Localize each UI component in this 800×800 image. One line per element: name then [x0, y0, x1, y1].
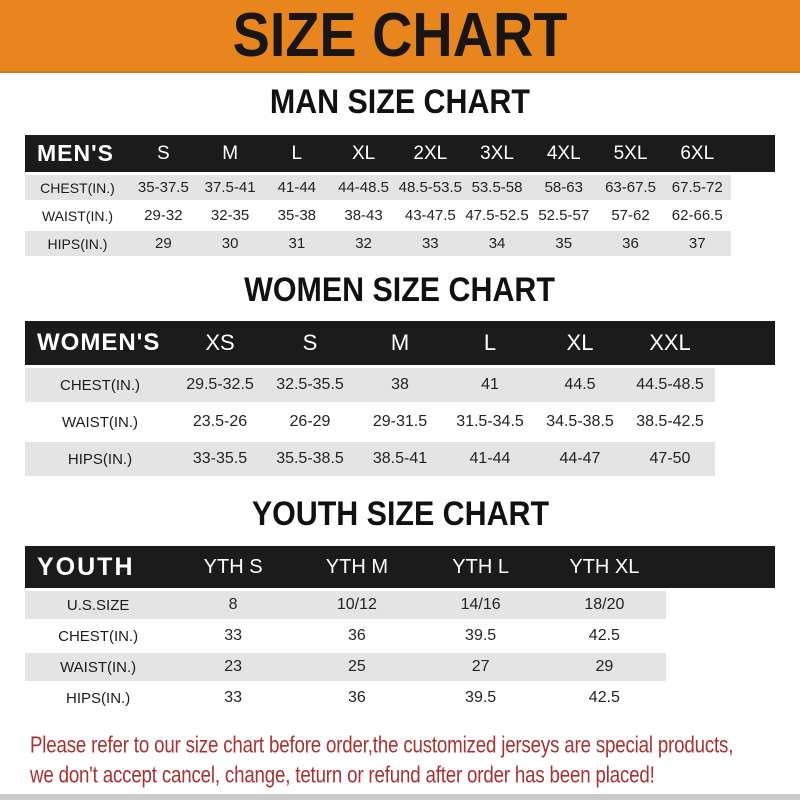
row-label: WAIST(IN.)	[25, 203, 130, 228]
size-cell: 34.5-38.5	[535, 405, 625, 439]
size-cell: 48.5-53.5	[397, 175, 464, 200]
group-label: MEN'S	[25, 135, 130, 172]
table-row	[25, 368, 775, 402]
table-row	[25, 653, 775, 681]
size-cell: 44.5-48.5	[625, 368, 715, 402]
column-header: 3XL	[464, 135, 531, 172]
size-cell: 44.5	[535, 368, 625, 402]
size-cell: 33	[171, 684, 295, 712]
women-section-heading: WOMEN SIZE CHART	[244, 269, 556, 309]
size-cell: 32.5-35.5	[265, 368, 355, 402]
size-cell: 35-38	[263, 203, 330, 228]
men-size-table	[25, 132, 775, 259]
size-cell: 32	[330, 231, 397, 256]
column-header: M	[197, 135, 264, 172]
size-cell: 57-62	[597, 203, 664, 228]
size-cell: 33-35.5	[175, 442, 265, 476]
size-cell: 31.5-34.5	[445, 405, 535, 439]
column-header: YTH L	[419, 546, 543, 588]
row-label: WAIST(IN.)	[25, 653, 171, 681]
size-cell: 26-29	[265, 405, 355, 439]
section-women	[0, 271, 800, 479]
filler-cell	[731, 231, 775, 256]
size-cell: 63-67.5	[597, 175, 664, 200]
row-label: U.S.SIZE	[25, 591, 171, 619]
column-header: XL	[330, 135, 397, 172]
size-cell: 8	[171, 591, 295, 619]
table-row	[25, 405, 775, 439]
youth-size-table	[25, 543, 775, 715]
size-cell: 38-43	[330, 203, 397, 228]
size-cell: 47-50	[625, 442, 715, 476]
size-cell: 31	[263, 231, 330, 256]
column-header: YTH XL	[543, 546, 667, 588]
table-row	[25, 175, 775, 200]
size-cell: 58-63	[530, 175, 597, 200]
section-youth	[0, 495, 800, 715]
column-header: M	[355, 321, 445, 365]
size-cell: 62-66.5	[664, 203, 731, 228]
filler-cell	[715, 368, 775, 402]
size-cell: 23	[171, 653, 295, 681]
size-cell: 14/16	[419, 591, 543, 619]
size-cell: 30	[197, 231, 264, 256]
column-header: L	[263, 135, 330, 172]
banner-title: SIZE CHART	[232, 0, 568, 70]
group-label: YOUTH	[25, 546, 171, 588]
footer-line-2: we don't accept cancel, change, teturn or refund after order has been placed!	[30, 761, 655, 788]
row-label: CHEST(IN.)	[25, 175, 130, 200]
size-cell: 37	[664, 231, 731, 256]
size-cell: 47.5-52.5	[464, 203, 531, 228]
column-header: 5XL	[597, 135, 664, 172]
size-cell: 39.5	[419, 684, 543, 712]
table-row	[25, 591, 775, 619]
size-cell: 32-35	[197, 203, 264, 228]
size-cell: 29-32	[130, 203, 197, 228]
column-header: S	[265, 321, 355, 365]
size-cell: 25	[295, 653, 419, 681]
size-cell: 67.5-72	[664, 175, 731, 200]
size-cell: 33	[397, 231, 464, 256]
size-cell: 43-47.5	[397, 203, 464, 228]
filler-cell	[715, 321, 775, 365]
size-cell: 29	[130, 231, 197, 256]
size-cell: 35-37.5	[130, 175, 197, 200]
column-header: 4XL	[530, 135, 597, 172]
size-cell: 36	[295, 684, 419, 712]
size-cell: 10/12	[295, 591, 419, 619]
filler-cell	[715, 405, 775, 439]
size-cell: 33	[171, 622, 295, 650]
column-header: L	[445, 321, 535, 365]
size-cell: 18/20	[543, 591, 667, 619]
column-header: YTH S	[171, 546, 295, 588]
row-label: HIPS(IN.)	[25, 231, 130, 256]
banner	[0, 0, 800, 73]
filler-cell	[731, 175, 775, 200]
size-cell: 36	[295, 622, 419, 650]
size-cell: 37.5-41	[197, 175, 264, 200]
column-header: XL	[535, 321, 625, 365]
size-cell: 35	[530, 231, 597, 256]
youth-section-heading: YOUTH SIZE CHART	[251, 493, 549, 533]
group-label: WOMEN'S	[25, 321, 175, 365]
size-cell: 29.5-32.5	[175, 368, 265, 402]
size-cell: 42.5	[543, 684, 667, 712]
filler-cell	[715, 442, 775, 476]
table-header-row	[25, 135, 775, 172]
women-size-table	[25, 318, 775, 479]
size-cell: 39.5	[419, 622, 543, 650]
size-cell: 44-48.5	[330, 175, 397, 200]
row-label: CHEST(IN.)	[25, 368, 175, 402]
size-cell: 34	[464, 231, 531, 256]
size-cell: 41-44	[263, 175, 330, 200]
size-cell: 52.5-57	[530, 203, 597, 228]
size-cell: 38.5-42.5	[625, 405, 715, 439]
table-header-row	[25, 321, 775, 365]
table-row	[25, 684, 775, 712]
column-header: XXL	[625, 321, 715, 365]
size-cell: 29	[543, 653, 667, 681]
filler-cell	[666, 591, 775, 619]
section-men	[0, 83, 800, 259]
filler-cell	[666, 546, 775, 588]
filler-cell	[731, 203, 775, 228]
table-row	[25, 231, 775, 256]
row-label: CHEST(IN.)	[25, 622, 171, 650]
size-cell: 27	[419, 653, 543, 681]
footer-note	[0, 730, 800, 790]
row-label: HIPS(IN.)	[25, 442, 175, 476]
table-row	[25, 442, 775, 476]
size-cell: 23.5-26	[175, 405, 265, 439]
filler-cell	[666, 684, 775, 712]
size-cell: 38	[355, 368, 445, 402]
size-cell: 41-44	[445, 442, 535, 476]
size-cell: 41	[445, 368, 535, 402]
filler-cell	[666, 622, 775, 650]
column-header: XS	[175, 321, 265, 365]
bottom-border-strip	[0, 794, 800, 800]
filler-cell	[731, 135, 775, 172]
column-header: YTH M	[295, 546, 419, 588]
row-label: HIPS(IN.)	[25, 684, 171, 712]
size-cell: 38.5-41	[355, 442, 445, 476]
size-cell: 35.5-38.5	[265, 442, 355, 476]
table-header-row	[25, 546, 775, 588]
size-cell: 53.5-58	[464, 175, 531, 200]
size-cell: 29-31.5	[355, 405, 445, 439]
size-cell: 36	[597, 231, 664, 256]
men-section-heading: MAN SIZE CHART	[269, 81, 531, 121]
size-cell: 42.5	[543, 622, 667, 650]
footer-line-1: Please refer to our size chart before order,the customized jerseys are special products,	[30, 731, 734, 758]
column-header: 2XL	[397, 135, 464, 172]
row-label: WAIST(IN.)	[25, 405, 175, 439]
table-row	[25, 622, 775, 650]
size-cell: 44-47	[535, 442, 625, 476]
column-header: S	[130, 135, 197, 172]
column-header: 6XL	[664, 135, 731, 172]
filler-cell	[666, 653, 775, 681]
table-row	[25, 203, 775, 228]
